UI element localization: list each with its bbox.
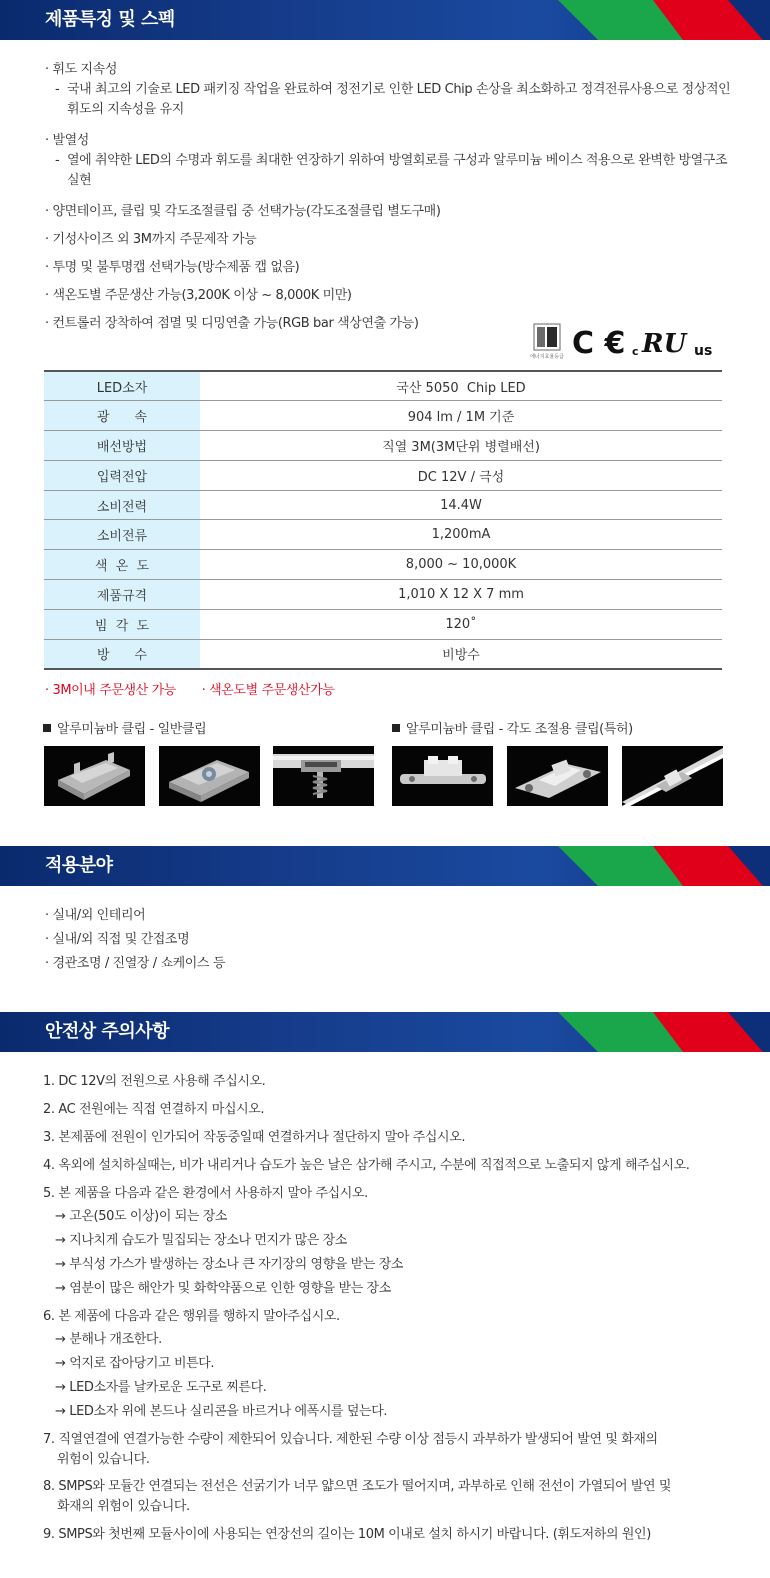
feature-heat: · 발열성 xyxy=(45,133,89,148)
safety-item-8-cont: 화재의 위험이 있습니다. xyxy=(57,1499,190,1514)
safety-item-6c: → LED소자를 날카로운 도구로 찌른다. xyxy=(55,1380,267,1395)
spec-value: 1,010 X 12 X 7 mm xyxy=(200,580,722,610)
tricolor-flag-decoration xyxy=(558,0,770,40)
spec-key: 소비전력 xyxy=(44,490,200,520)
safety-item-6b: → 억지로 잡아당기고 비튼다. xyxy=(55,1356,215,1371)
safety-item-5: 5. 본 제품을 다음과 같은 환경에서 사용하지 말아 주십시오. xyxy=(43,1186,368,1201)
spec-key: 배선방법 xyxy=(44,431,200,461)
application-interior: · 실내/외 인테리어 xyxy=(45,908,146,923)
feature-clip-options: · 양면테이프, 클립 및 각도조절클립 중 선택가능(각도조절클립 별도구매) xyxy=(45,204,441,219)
general-clip-heading xyxy=(43,718,206,737)
safety-item-5c: → 부식성 가스가 발생하는 장소나 큰 자기장의 영향을 받는 장소 xyxy=(55,1257,404,1272)
ce-mark: C € xyxy=(572,326,626,361)
general-clip-photo-1 xyxy=(44,746,145,806)
spec-key: 광 속 xyxy=(44,401,200,431)
angle-clip-photo-3 xyxy=(622,746,723,806)
spec-row xyxy=(44,490,722,520)
spec-value: DC 12V / 극성 xyxy=(200,460,722,490)
dash-mark: - xyxy=(55,153,60,168)
feature-color-temp: · 색온도별 주문생산 가능(3,200K 이상 ~ 8,000K 미만) xyxy=(45,288,352,303)
safety-item-4: 4. 옥외에 설치하실때는, 비가 내리거나 습도가 높은 날은 삼가해 주시고, 수분에 직접적으로 노출되지 않게 해주십시오. xyxy=(43,1158,690,1173)
safety-item-8: 8. SMPS와 모듈간 연결되는 전선은 선굵기가 너무 얇으면 조도가 떨어지며, 과부하로 인해 전선이 가열되어 발연 및 xyxy=(43,1479,672,1494)
feature-controller: · 컨트롤러 장착하여 점멸 및 디밍연출 가능(RGB bar 색상연출 가능) xyxy=(45,316,419,331)
spec-value: 14.4W xyxy=(200,490,722,520)
angle-clip-photo-2 xyxy=(507,746,608,806)
general-clip-photo-3 xyxy=(273,746,374,806)
general-clip-photo-2 xyxy=(159,746,260,806)
square-bullet-icon xyxy=(392,724,400,732)
spec-row xyxy=(44,550,722,580)
e1-energy-logo xyxy=(530,324,564,360)
safety-item-6: 6. 본 제품에 다음과 같은 행위를 행하지 말아주십시오. xyxy=(43,1309,340,1324)
angle-clip-photo-1 xyxy=(392,746,493,806)
feature-custom-size: · 기성사이즈 외 3M까지 주문제작 가능 xyxy=(45,232,257,247)
spec-row xyxy=(44,609,722,639)
safety-item-7-cont: 위험이 있습니다. xyxy=(57,1452,150,1467)
square-bullet-icon xyxy=(43,724,51,732)
spec-value: 비방수 xyxy=(200,639,722,669)
order-notes xyxy=(45,679,356,698)
ul-c-mark: c xyxy=(632,345,639,358)
dash-mark: - xyxy=(55,82,60,97)
spec-row xyxy=(44,460,722,490)
spec-table xyxy=(44,370,722,670)
safety-item-3: 3. 본제품에 전원이 인가되어 작동중일때 연결하거나 절단하지 말아 주십시오. xyxy=(43,1130,466,1145)
spec-key: LED소자 xyxy=(44,371,200,401)
spec-key: 빔 각 도 xyxy=(44,609,200,639)
safety-item-5a: → 고온(50도 이상)이 되는 장소 xyxy=(55,1209,228,1224)
feature-luminance: · 휘도 지속성 xyxy=(45,62,117,77)
feature-heat-text: 열에 취약한 LED의 수명과 휘도를 최대한 연장하기 위하여 방열회로를 구성과 알루미늄 베이스 적용으로 완벽한 방열구조 실현 xyxy=(67,153,728,188)
safety-header-band xyxy=(0,1012,770,1052)
e1-caption: 에너지효율등급 xyxy=(530,354,564,360)
features-header-band xyxy=(0,0,770,40)
safety-item-1: 1. DC 12V의 전원으로 사용해 주십시오. xyxy=(43,1074,266,1089)
spec-key: 제품규격 xyxy=(44,580,200,610)
tricolor-flag-decoration xyxy=(558,1012,770,1052)
certification-logos xyxy=(530,322,720,361)
spec-row xyxy=(44,520,722,550)
feature-cap-options: · 투명 및 불투명캡 선택가능(방수제품 캡 없음) xyxy=(45,260,300,275)
tricolor-flag-decoration xyxy=(558,846,770,886)
spec-row xyxy=(44,431,722,461)
angle-clip-label: 알루미늄바 클립 - 각도 조절용 클립(특허) xyxy=(406,722,633,737)
spec-key: 색 온 도 xyxy=(44,550,200,580)
application-lighting: · 실내/외 직접 및 간접조명 xyxy=(45,932,190,947)
angle-clip-heading xyxy=(392,718,633,737)
feature-luminance-detail xyxy=(55,80,735,120)
feature-luminance-text: 국내 최고의 기술로 LED 패키징 작업을 완료하여 정전기로 인한 LED Chip 손상을 최소화하고 정격전류사용으로 정상적인 휘도의 지속성을 유지 xyxy=(67,82,731,117)
spec-row xyxy=(44,401,722,431)
safety-item-2: 2. AC 전원에는 직접 연결하지 마십시오. xyxy=(43,1102,265,1117)
safety-item-6d: → LED소자 위에 본드나 실리콘을 바르거나 에폭시를 덮는다. xyxy=(55,1404,388,1419)
safety-item-7: 7. 직열연결에 연결가능한 수량이 제한되어 있습니다. 제한된 수량 이상 점등시 과부하가 발생되어 발연 및 화재의 xyxy=(43,1432,658,1447)
feature-heat-detail xyxy=(55,151,735,191)
safety-title: 안전상 주의사항 xyxy=(45,1021,169,1042)
spec-key: 소비전류 xyxy=(44,520,200,550)
spec-row xyxy=(44,639,722,669)
note-color-order: · 색온도별 주문생산가능 xyxy=(201,683,335,698)
features-title: 제품특징 및 스펙 xyxy=(45,9,175,30)
spec-value: 국산 5050 Chip LED xyxy=(200,371,722,401)
spec-value: 직열 3M(3M단위 병렬배선) xyxy=(200,431,722,461)
ul-mark: RU xyxy=(642,329,687,359)
applications-title: 적용분야 xyxy=(45,855,113,876)
general-clip-label: 알루미늄바 클립 - 일반클립 xyxy=(57,722,207,737)
spec-value: 8,000 ~ 10,000K xyxy=(200,550,722,580)
applications-header-band xyxy=(0,846,770,886)
safety-item-6a: → 분해나 개조한다. xyxy=(55,1332,162,1347)
spec-value: 1,200mA xyxy=(200,520,722,550)
spec-key: 방 수 xyxy=(44,639,200,669)
safety-item-5d: → 염분이 많은 해안가 및 화학약품으로 인한 영향을 받는 장소 xyxy=(55,1281,391,1296)
certification-marks xyxy=(530,322,720,361)
ul-us-mark: us xyxy=(694,343,713,359)
spec-row xyxy=(44,371,722,401)
spec-key: 입력전압 xyxy=(44,460,200,490)
safety-item-5b: → 지나치게 습도가 밀집되는 장소나 먼지가 많은 장소 xyxy=(55,1233,347,1248)
safety-item-9: 9. SMPS와 첫번째 모듈사이에 사용되는 연장선의 길이는 10M 이내로 설치 하시기 바랍니다. (휘도저하의 원인) xyxy=(43,1527,651,1542)
spec-value: 120˚ xyxy=(200,609,722,639)
note-3m-order: · 3M이내 주문생산 가능 xyxy=(45,683,176,698)
spec-value: 904 lm / 1M 기준 xyxy=(200,401,722,431)
spec-row xyxy=(44,580,722,610)
application-landscape: · 경관조명 / 진열장 / 쇼케이스 등 xyxy=(45,956,225,971)
